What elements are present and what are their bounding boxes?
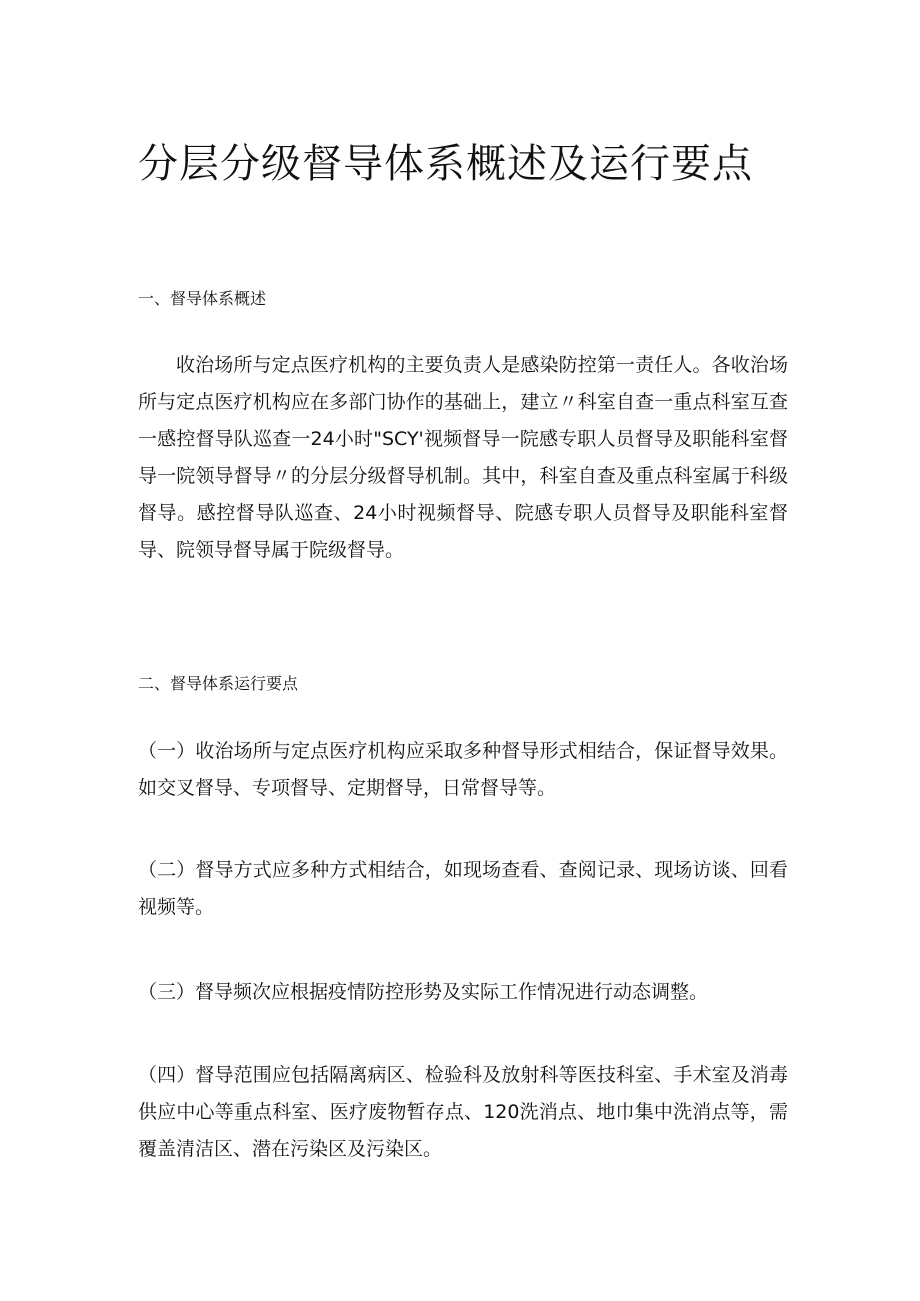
overview-paragraph: 收治场所与定点医疗机构的主要负责人是感染防控第一责任人。各收治场所与定点医疗机构应在多部门协作的基础上，建立〃科室自查一重点科室互查一感控督导队巡查一24小时"SCY'视频督导一院感专职人员督导及职能科室督导一院领导督导〃的分层分级督导机制。其中，科室自查及重点科室属于科级督导。感控督导队巡查、24小时视频督导、院感专职人员督导及职能科室督导、院领导督导属于院级督导。: [138, 354, 788, 561]
operation-point-3: （三）督导频次应根据疫情防控形势及实际工作情况进行动态调整。: [138, 981, 709, 1003]
section-heading-overview: 一、督导体系概述: [138, 289, 267, 308]
operation-point-4: （四）督导范围应包括隔离病区、检验科及放射科等医技科室、手术室及消毒供应中心等重点科室、医疗废物暂存点、120洗消点、地巾集中洗消点等，需覆盖清洁区、潜在污染区及污染区。: [138, 1064, 788, 1160]
section-heading-operation: 二、督导体系运行要点: [138, 674, 299, 693]
operation-point-2: （二）督导方式应多种方式相结合，如现场查看、查阅记录、现场访谈、回看视频等。: [138, 859, 788, 918]
document-title: 分层分级督导体系概述及运行要点: [138, 141, 753, 187]
operation-point-1: （一）收治场所与定点医疗机构应采取多种督导形式相结合，保证督导效果。如交叉督导、专项督导、定期督导，日常督导等。: [138, 740, 788, 799]
